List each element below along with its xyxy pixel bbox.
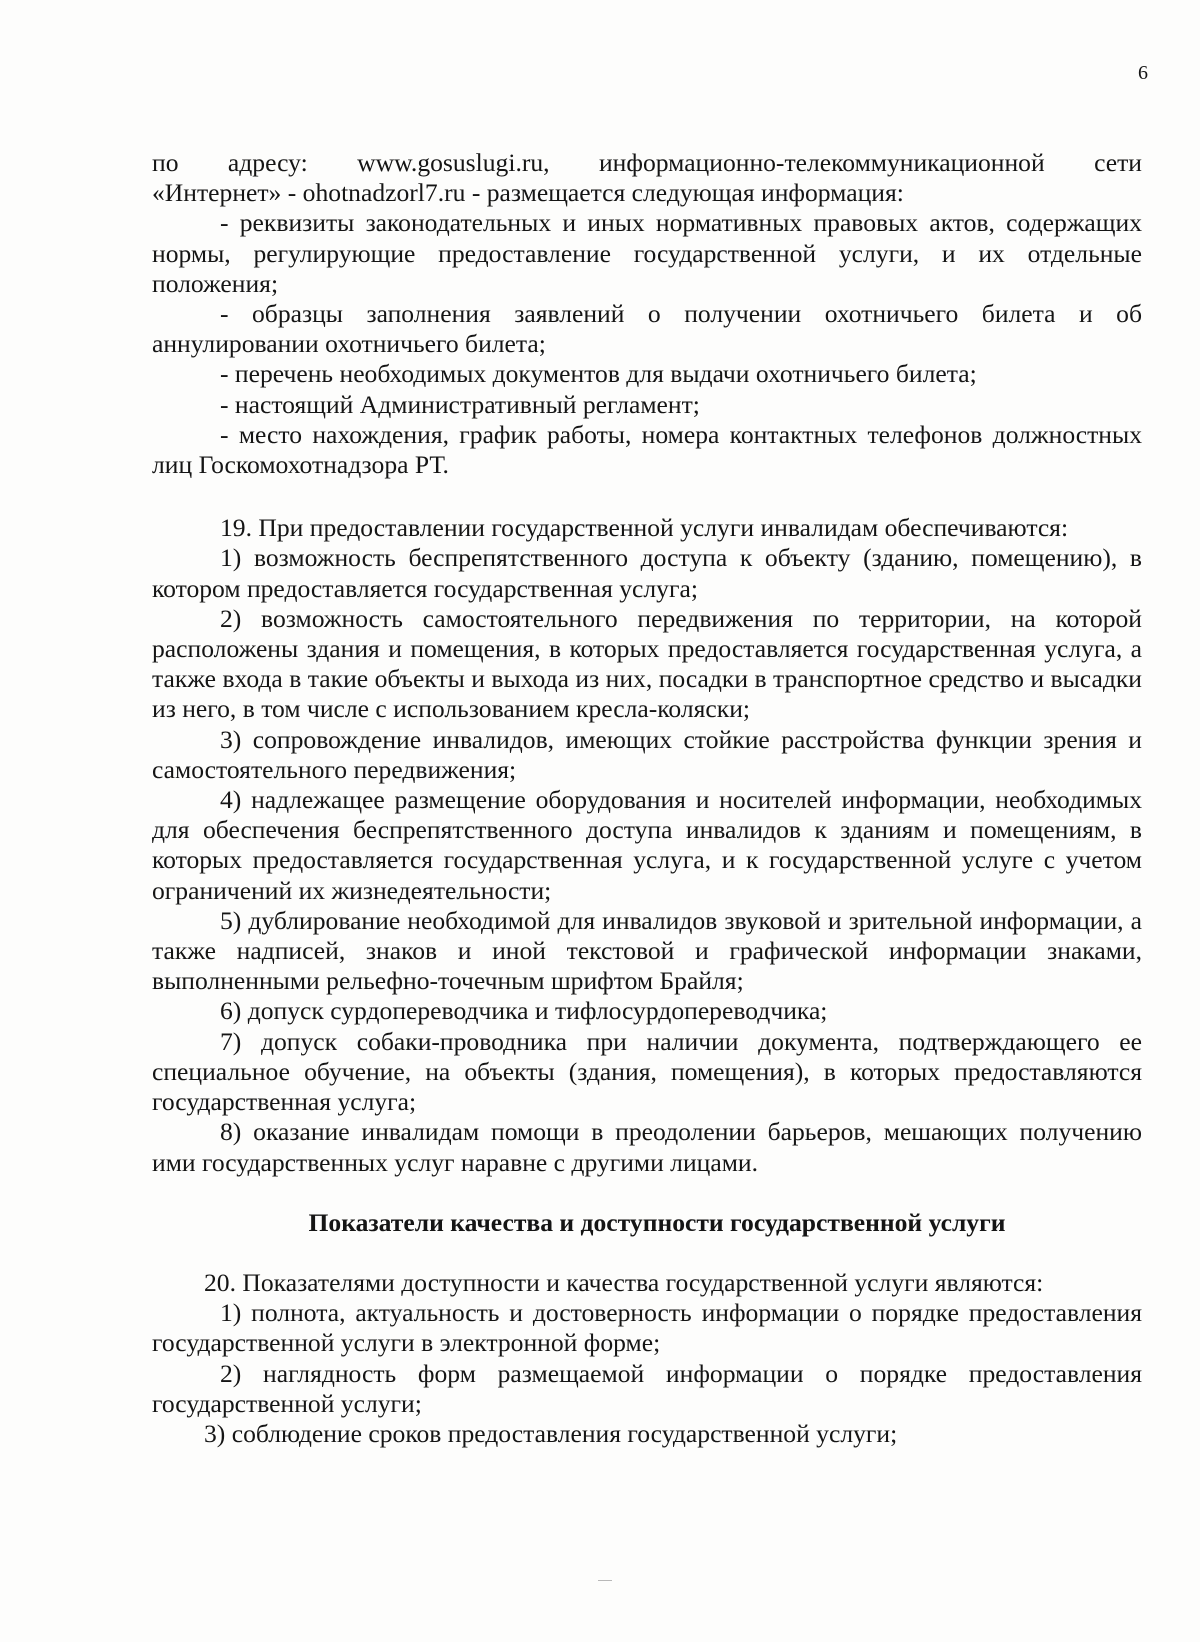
section-19-item: 1) возможность беспрепятственного доступа к объекту (зданию, помещению), в котором предоставляется государственная услуга;: [152, 543, 1142, 603]
section-19-item: 7) допуск собаки-проводника при наличии документа, подтверждающего ее специальное обучение, на объекты (здания, помещения), в которых предоставляются государственная услуга;: [152, 1026, 1142, 1117]
intro-line-2: «Интернет» - ohotnadzorl7.ru - размещается следующая информация:: [152, 178, 904, 208]
paragraph-spacer: [152, 480, 1142, 513]
paragraph-spacer: [152, 1238, 1142, 1268]
scan-artifact: [598, 1580, 612, 1581]
section-20-item: 3) соблюдение сроков предоставления государственной услуги;: [204, 1418, 898, 1448]
section-heading: Показатели качества и доступности государственной услуги: [308, 1207, 1006, 1237]
section-20-intro: 20. Показателями доступности и качества государственной услуги являются:: [204, 1267, 1044, 1297]
section-20-item: 1) полнота, актуальность и достоверность информации о порядке предоставления государственной услуги в электронной форме;: [152, 1298, 1142, 1358]
section-19-item: 4) надлежащее размещение оборудования и носителей информации, необходимых для обеспечения беспрепятственного доступа инвалидов к зданиям и помещениям, в которых предоставляется государственная услуга, и к государственной услуге с учетом ограничений их жизнедеятельности;: [152, 785, 1142, 905]
page-number: 6: [1138, 62, 1148, 84]
info-list-item: - образцы заполнения заявлений о получении охотничьего билета и об аннулировании охотничьего билета;: [152, 299, 1142, 359]
intro-line-1: по адресу: www.gosuslugi.ru, информационно-телекоммуникационной сети: [152, 148, 1142, 177]
section-19-item: 5) дублирование необходимой для инвалидов звуковой и зрительной информации, а также надписей, знаков и иной текстовой и графической информации знаками, выполненными рельефно-точечным шрифтом Брайля;: [152, 905, 1142, 996]
info-list-item: - настоящий Административный регламент;: [220, 389, 700, 419]
info-list-item: - реквизиты законодательных и иных нормативных правовых актов, содержащих нормы, регулирующие предоставление государственной услуги, и их отдельные положения;: [152, 208, 1142, 298]
section-19-intro: 19. При предоставлении государственной услуги инвалидам обеспечиваются:: [220, 513, 1069, 543]
section-19-item: 6) допуск сурдопереводчика и тифлосурдопереводчика;: [220, 996, 828, 1026]
section-20-item: 2) наглядность форм размещаемой информации о порядке предоставления государственной услуги;: [152, 1358, 1142, 1418]
paragraph-spacer: [152, 1178, 1142, 1208]
section-19-item: 8) оказание инвалидам помощи в преодолении барьеров, мешающих получению ими государственных услуг наравне с другими лицами.: [152, 1117, 1142, 1177]
info-list-item: - перечень необходимых документов для выдачи охотничьего билета;: [220, 359, 977, 389]
section-19-item: 2) возможность самостоятельного передвижения по территории, на которой расположены здания и помещения, в которых предоставляется государственная услуга, а также входа в такие объекты и выхода из них, посадки в транспортное средство и высадки из него, в том числе с использованием кресла-коляски;: [152, 603, 1142, 724]
info-list-item: - место нахождения, график работы, номера контактных телефонов должностных лиц Госкомохотнадзора РТ.: [152, 419, 1142, 480]
section-19-item: 3) сопровождение инвалидов, имеющих стойкие расстройства функции зрения и самостоятельного передвижения;: [152, 724, 1142, 784]
document-body: [152, 148, 1142, 1449]
